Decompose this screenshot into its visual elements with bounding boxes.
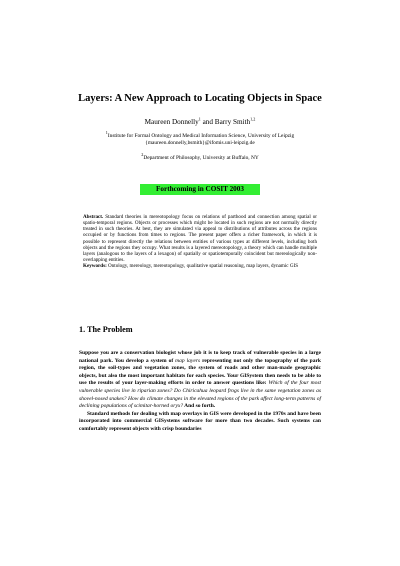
paragraph-1-emphasis-1: map layers	[175, 357, 201, 364]
author-conjunction: and	[200, 118, 215, 126]
paragraph-1-text-b: representing not only the topography of the park region, the soil-types and vegetation zones, the system of roads and other man-made geographic objects, but also the most important habitats for each species. Your GISystem then needs to be able to use the results of your layer-making efforts in order to answer questions like:	[79, 357, 321, 387]
keywords-text: Ontology, mereology, mereotopology, qualitative spatial reasoning, map layers, dynamic GIS	[106, 263, 299, 270]
forthcoming-banner: Forthcoming in COSIT 2003	[140, 184, 260, 195]
paragraph-2: Standard methods for dealing with map overlays in GIS were developed in the 1970s and have been incorporated into commercial GISystems software for more than two decades. Such systems can comfortably represent objects with crisp boundaries	[79, 410, 321, 432]
affiliation-1-mark: 1	[105, 130, 108, 136]
author-1-affil-mark: 1	[198, 116, 201, 122]
paragraph-1-text-a: Suppose you are a conservation biologist whose job it is to keep track of vulnerable species in a large national park. You develop a system of	[79, 350, 321, 364]
abstract	[83, 214, 317, 269]
paragraph-1-emphasis-2: Which of the four most vulnerable species live in riparian zones? Do Chiricahua leopard frogs live in the same vegetation zones as shovel-nosed snakes? How do climate changes in the elevated regions of the park affect long-term patterns of declining populations of scimitar-horned oryx?	[79, 380, 321, 410]
paragraph-1	[79, 350, 321, 411]
keywords-label: Keywords:	[83, 263, 107, 270]
paragraph-1-text-c: And so forth.	[183, 403, 216, 410]
section-heading: 1. The Problem	[79, 325, 133, 334]
author-2: Barry Smith	[214, 118, 251, 126]
author-2-affil-mark: 1,2	[250, 116, 256, 122]
affiliation-2-institution: Department of Philosophy, University at Buffalo, NY	[143, 155, 259, 161]
affiliation-2	[40, 152, 360, 162]
affiliation-1-institution: Institute for Formal Ontology and Medical Information Science, University of Leipzig	[107, 133, 295, 139]
body-text	[79, 350, 321, 434]
abstract-text: Standard theories in mereotopology focus on relations of parthood and connection among spatial or spatio-temporal regions. Objects or processes which might be located in such regions are not normally directly treated in such theories. At best, they are simulated via appeal to distributions of attributes across the regions occupied or by functions from times to regions. The present paper offers a richer framework, in which it is possible to represent directly the relations between entities of various types at different levels, including both objects and the regions they occupy. What results is a layered mereotopology, a theory which can handle multiple layers (analogous to the layers of a lexagon) of spatially or spatiotemporally coincident but mereologically non-overlapping entities.	[83, 214, 317, 264]
paper-title: Layers: A New Approach to Locating Objects in Space	[78, 93, 322, 104]
author-1: Maureen Donnelly	[144, 118, 199, 126]
affiliation-2-mark: 2	[141, 152, 144, 158]
author-line	[0, 118, 400, 126]
affiliation-1-email: {maureen.donnelly,bsmith}@ifomis.uni-leipzig.de	[145, 140, 255, 146]
affiliation-1	[40, 130, 360, 147]
abstract-label: Abstract.	[83, 214, 104, 220]
